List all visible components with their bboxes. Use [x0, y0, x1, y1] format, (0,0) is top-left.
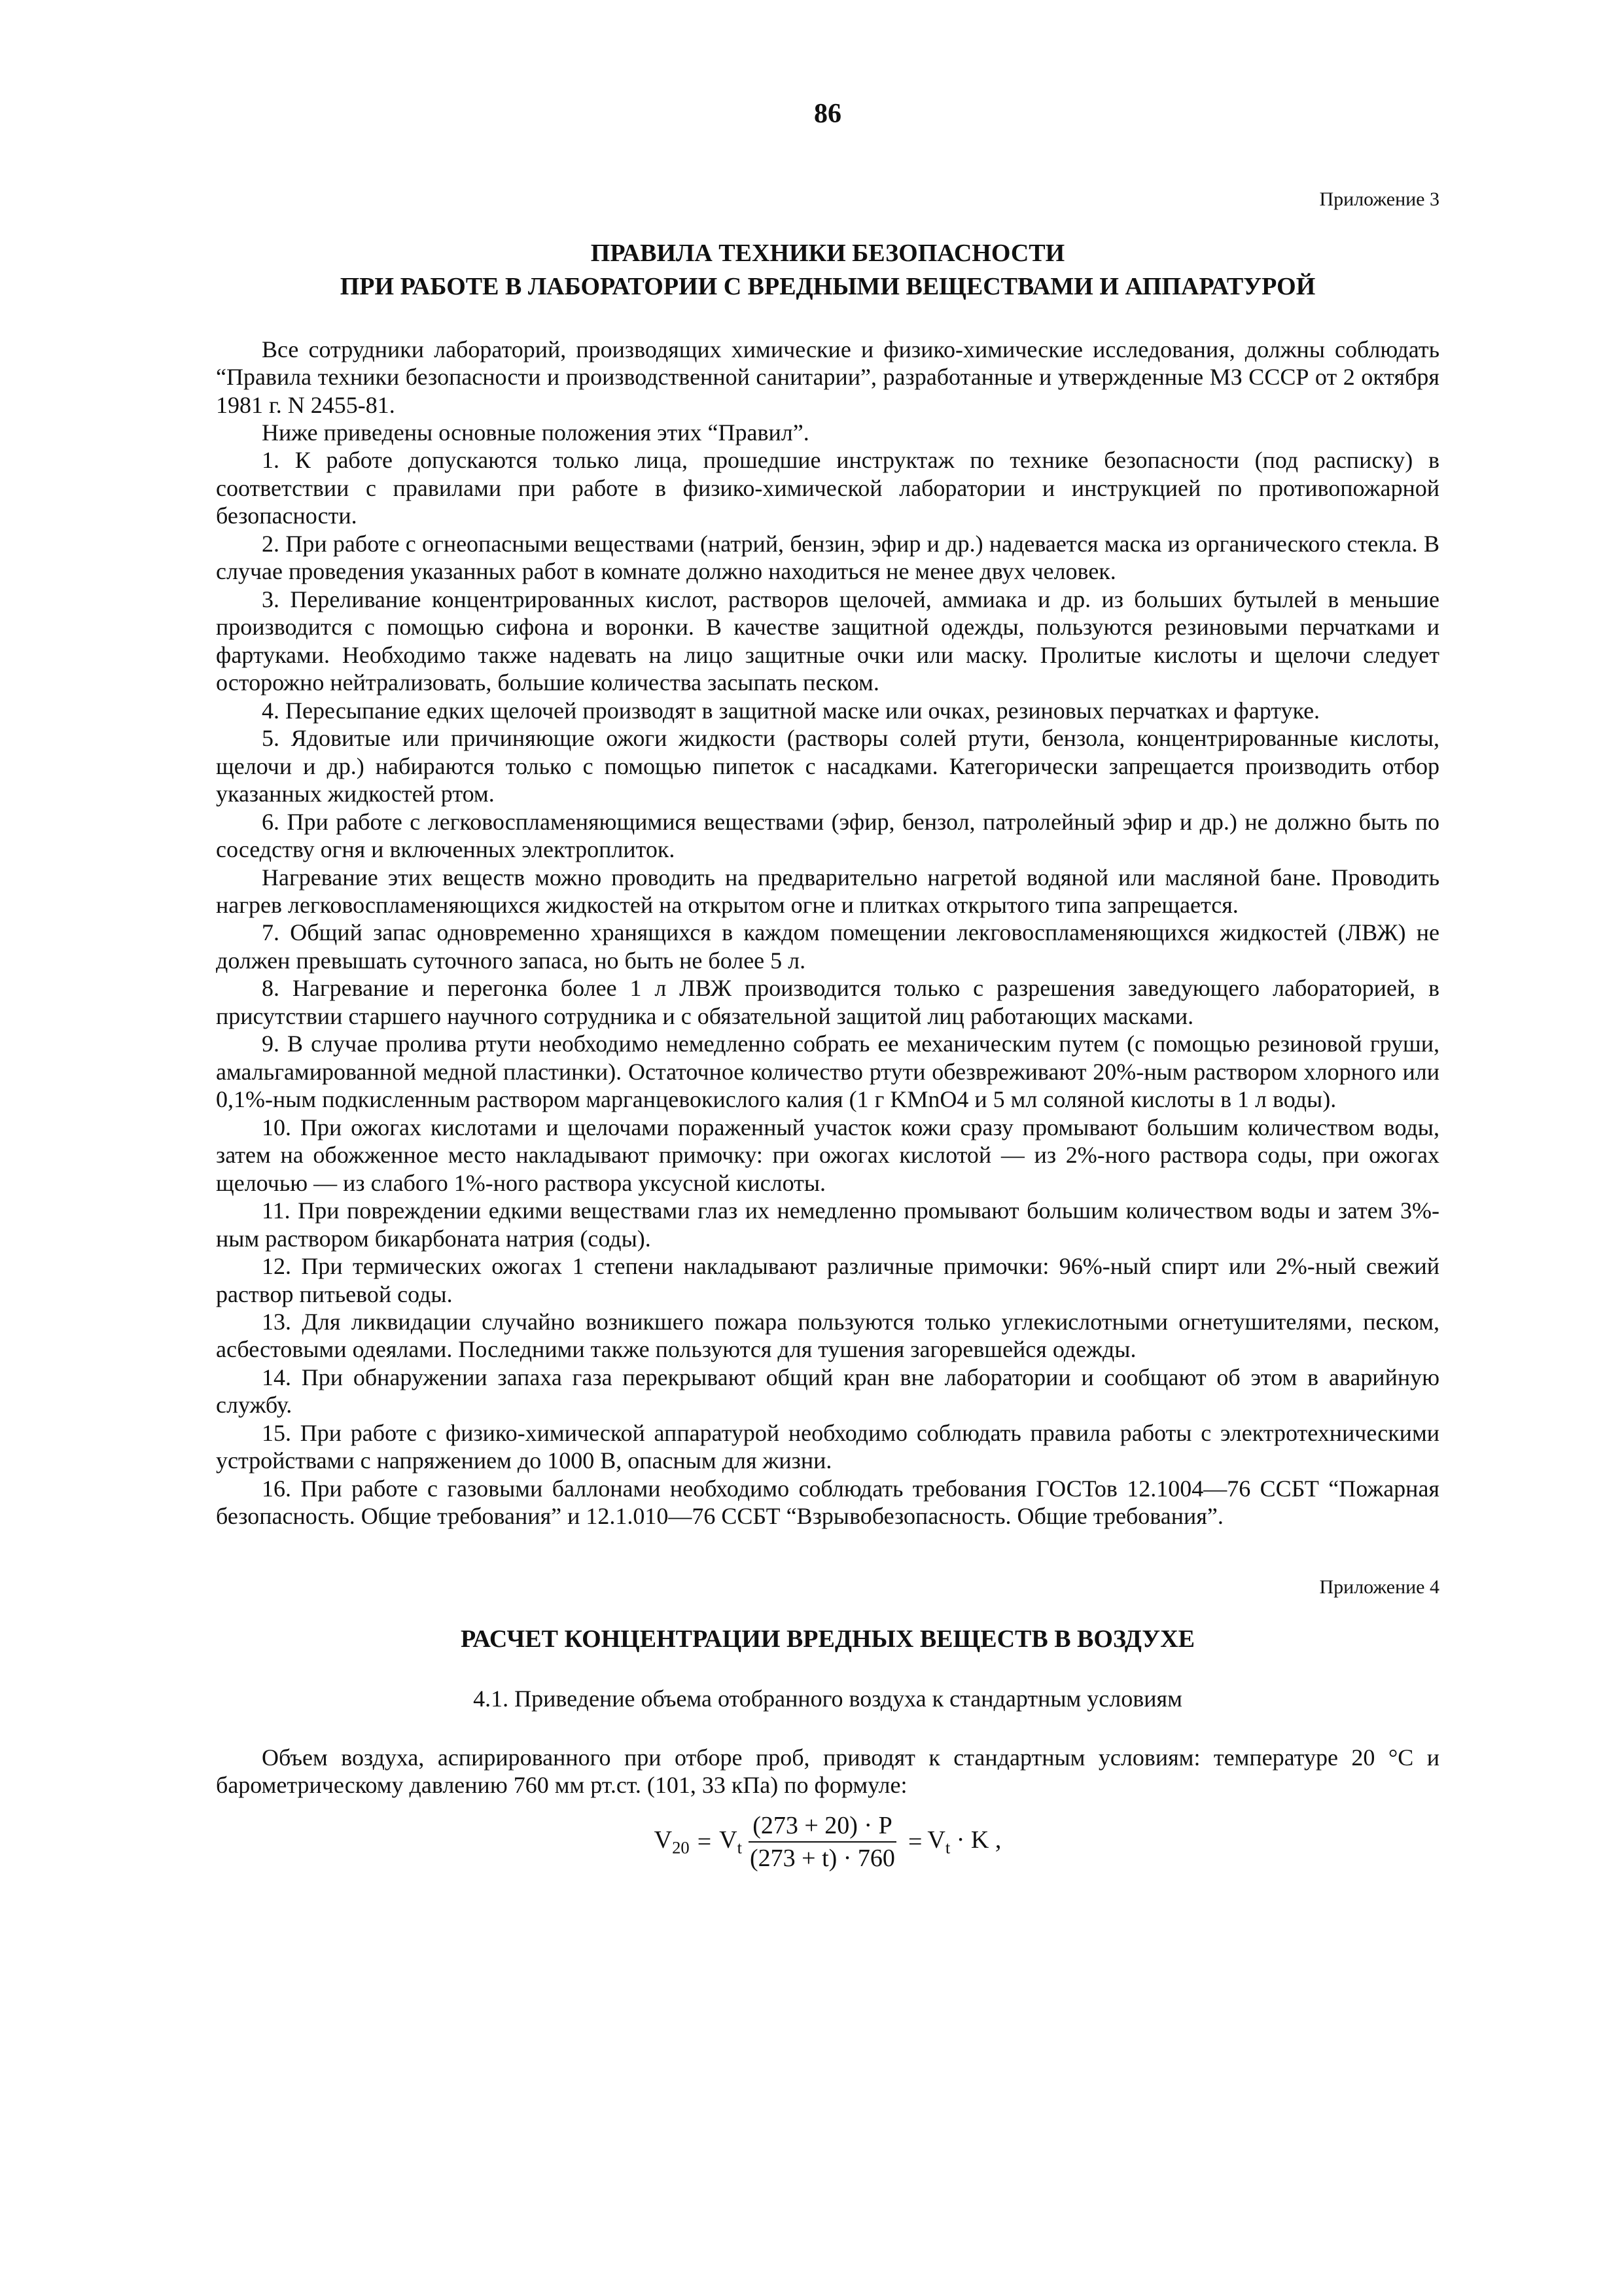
paragraph-intro-2: Ниже приведены основные положения этих “Правил”. — [262, 419, 809, 446]
rule-11: 11. При повреждении едкими веществами глаз их немедленно промывают большим количеством воды и затем 3%-ным раствором бикарбоната натрия (соды). — [216, 1197, 1439, 1252]
appendix-3-title-line-1: ПРАВИЛА ТЕХНИКИ БЕЗОПАСНОСТИ — [590, 239, 1065, 267]
rule-2: 2. При работе с огнеопасными веществами (натрий, бензин, эфир и др.) надевается маска из органического стекла. В случае проведения указанных работ в комнате должно находиться не менее двух человек. — [216, 530, 1439, 585]
formula-factor: $V_t$ — [719, 1826, 742, 1858]
volume-formula — [216, 1811, 1439, 1873]
formula-rhs: $V_t \cdot K$ , — [927, 1826, 1002, 1858]
rule-3: 3. Переливание концентрированных кислот, растворов щелочей, аммиака и др. из больших бутылей в меньшие производится с помощью сифона и воронки. В качестве защитной одежды, пользуются резиновыми перчатками и фартуками. Необходимо также надевать на лицо защитные очки или маску. Пролитые кислоты и щелочи следует осторожно нейтрализовать, большие количества засыпать песком. — [216, 586, 1439, 696]
formula-denominator: (273 + t) · 760 — [749, 1844, 895, 1872]
appendix-4-title: РАСЧЕТ КОНЦЕНТРАЦИИ ВРЕДНЫХ ВЕЩЕСТВ В ВОЗДУХЕ — [460, 1625, 1195, 1653]
formula-equals-2: = — [908, 1828, 923, 1856]
rule-7: 7. Общий запас одновременно хранящихся в каждом помещении лекговоспламеняющихся жидкостей (ЛВЖ) не должен превышать суточного запаса, но быть не более 5 л. — [216, 919, 1439, 974]
appendix-3-title — [216, 237, 1439, 304]
rule-6: 6. При работе с легковоспламеняющимися веществами (эфир, бензол, патролейный эфир и др.) не должно быть по соседству огня и включенных электроплиток. — [216, 808, 1439, 863]
rule-12: 12. При термических ожогах 1 степени накладывают различные примочки: 96%-ный спирт или 2%-ный свежий раствор питьевой соды. — [216, 1253, 1439, 1307]
rule-14: 14. При обнаружении запаха газа перекрывают общий кран вне лаборатории и сообщают об этом в аварийную службу. — [216, 1364, 1439, 1419]
rule-10: 10. При ожогах кислотами и щелочами пораженный участок кожи сразу промывают большим количеством воды, затем на обожженное место накладывают примочку: при ожогах кислотой — из 2%-ного раствора соды, при ожогах щелочью — из слабого 1%-ного раствора уксусной кислоты. — [216, 1114, 1439, 1196]
rule-4: 4. Пересыпание едких щелочей производят в защитной маске или очках, резиновых перчатках и фартуке. — [262, 697, 1320, 724]
rule-8: 8. Нагревание и перегонка более 1 л ЛВЖ производится только с разрешения заведующего лабораторией, в присутствии старшего научного сотрудника и с обязательной защитой лиц работающих масками. — [216, 975, 1439, 1029]
subsection-4-1-title: 4.1. Приведение объема отобранного воздуха к стандартным условиям — [473, 1685, 1182, 1712]
rule-6-continued: Нагревание этих веществ можно проводить на предварительно нагретой водяной или масляной бане. Проводить нагрев легковоспламеняющихся жидкостей на открытом огне и плитках открытого типа запрещается. — [216, 864, 1439, 918]
appendix-3-title-line-2: ПРИ РАБОТЕ В ЛАБОРАТОРИИ С ВРЕДНЫМИ ВЕЩЕСТВАМИ И АППАРАТУРОЙ — [340, 273, 1316, 301]
document-page — [216, 98, 1439, 1873]
formula-lhs: $V_{20}$ — [654, 1826, 690, 1858]
rule-1: 1. К работе допускаются только лица, прошедшие инструктаж по технике безопасности (под расписку) в соответствии с правилами при работе в физико-химической лаборатории и инструкцией по противопожарной безопасности. — [216, 447, 1439, 529]
page-number: 86 — [814, 99, 841, 129]
appendix-4-label: Приложение 4 — [1319, 1576, 1439, 1598]
formula-numerator: (273 + 20) · P — [749, 1811, 896, 1843]
appendix-4-paragraph: Объем воздуха, аспирированного при отборе проб, приводят к стандартным условиям: температуре 20 °С и барометрическому давлению 760 мм рт.ст. (101, 33 кПа) по формуле: — [216, 1744, 1439, 1799]
rule-16: 16. При работе с газовыми баллонами необходимо соблюдать требования ГОСТов 12.1004—76 ССБТ “Пожарная безопасность. Общие требования” и 12.1.010—76 ССБТ “Взрывобезопасность. Общие требования”. — [216, 1475, 1439, 1530]
rule-9: 9. В случае пролива ртути необходимо немедленно собрать ее механическим путем (с помощью резиновой груши, амальгамированной медной пластинки). Остаточное количество ртути обезвреживают 20%-ным раствором хлорного или 0,1%-ным подкисленным раствором марганцевокислого калия (1 г KMnO4 и 5 мл соляной кислоты в 1 л воды). — [216, 1031, 1439, 1113]
formula-fraction — [746, 1811, 899, 1873]
rule-13: 13. Для ликвидации случайно возникшего пожара пользуются только углекислотными огнетушителями, песком, асбестовыми одеялами. Последними также пользуются для тушения загоревшейся одежды. — [216, 1309, 1439, 1363]
rule-15: 15. При работе с физико-химической аппаратурой необходимо соблюдать правила работы с электротехническими устройствами с напряжением до 1000 В, опасным для жизни. — [216, 1419, 1439, 1474]
rule-5: 5. Ядовитые или причиняющие ожоги жидкости (растворы солей ртути, бензола, концентрированные кислоты, щелочи и др.) набираются только с помощью пипеток с насадками. Категорически запрещается производить отбор указанных жидкостей ртом. — [216, 725, 1439, 807]
paragraph-intro: Все сотрудники лабораторий, производящих химические и физико-химические исследования, должны соблюдать “Правила техники безопасности и производственной санитарии”, разработанные и утвержденные МЗ СССР от 2 октября 1981 г. N 2455-81. — [216, 336, 1439, 418]
safety-rules-body — [216, 336, 1439, 1530]
appendix-3-label: Приложение 3 — [1319, 188, 1439, 210]
formula-equals-1: = — [697, 1828, 712, 1856]
